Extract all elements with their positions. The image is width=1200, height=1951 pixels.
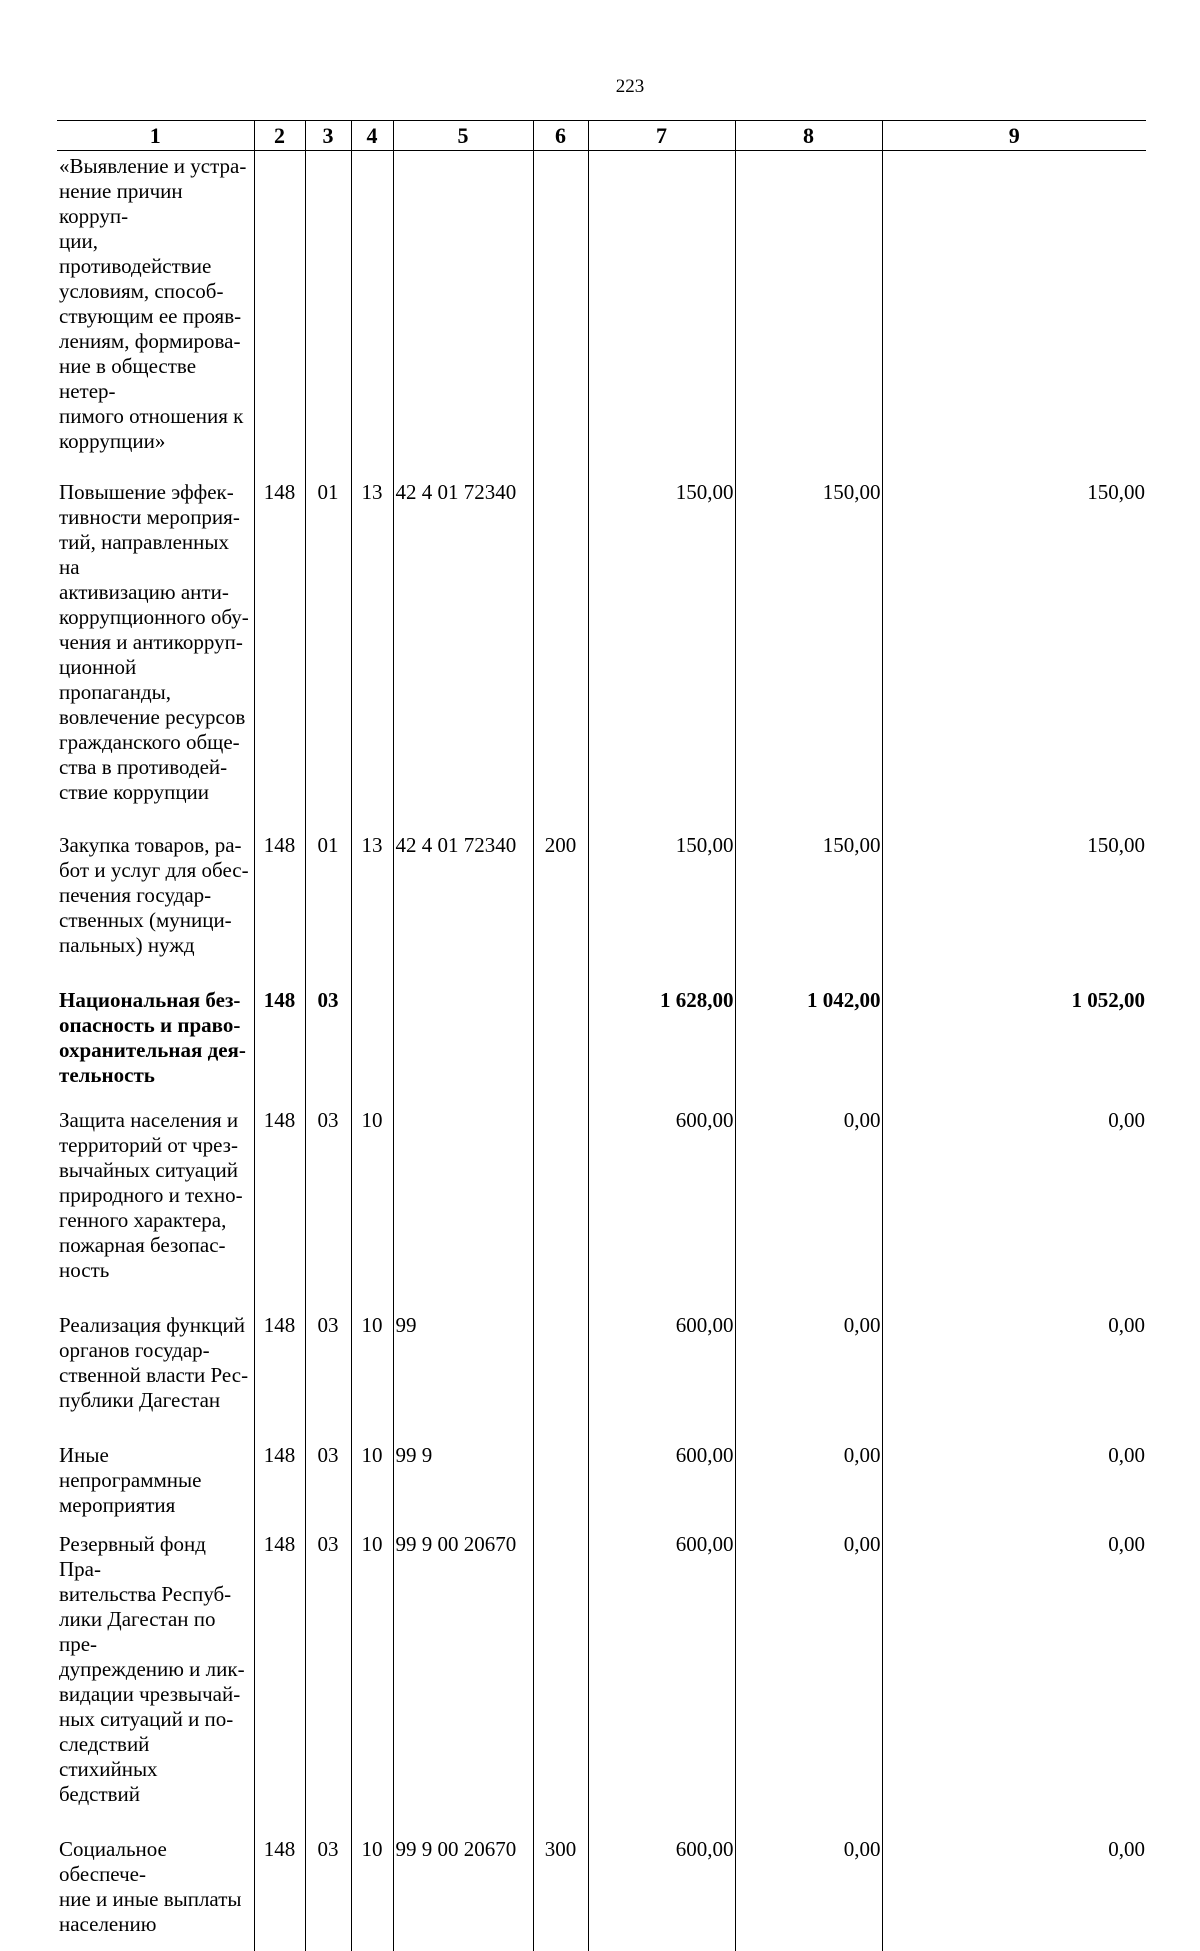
cell-target-article — [393, 151, 533, 473]
cell-amount-col8: 0,00 — [735, 1829, 882, 1951]
cell-amount-col9: 0,00 — [882, 1829, 1146, 1951]
cell-subsection: 10 — [351, 1524, 393, 1829]
row-name-cell: Национальная без- опасность и право- охранительная дея- тельность — [59, 988, 246, 1087]
table-row — [57, 825, 1146, 980]
cell-subsection — [351, 980, 393, 1100]
table-row — [57, 1829, 1146, 1951]
cell-section: 03 — [305, 1829, 351, 1951]
page-number: 223 — [615, 76, 645, 97]
cell-admin-code: 148 — [254, 1829, 305, 1951]
col-header-3: 3 — [305, 121, 351, 151]
cell-amount-col7: 600,00 — [588, 1829, 735, 1951]
table-row — [57, 1305, 1146, 1435]
cell-expense-type — [533, 472, 588, 825]
cell-amount-col9: 0,00 — [882, 1435, 1146, 1524]
cell-amount-col8 — [735, 151, 882, 473]
cell-amount-col7: 600,00 — [588, 1435, 735, 1524]
cell-amount-col9: 1 052,00 — [882, 980, 1146, 1100]
row-name-cell: Иные непрограммные мероприятия — [59, 1443, 202, 1517]
cell-amount-col8: 0,00 — [735, 1435, 882, 1524]
cell-amount-col7: 600,00 — [588, 1100, 735, 1305]
cell-amount-col9 — [882, 151, 1146, 473]
cell-target-article: 42 4 01 72340 — [393, 472, 533, 825]
cell-section: 03 — [305, 1524, 351, 1829]
cell-section: 03 — [305, 1305, 351, 1435]
cell-expense-type — [533, 151, 588, 473]
row-name-cell: Реализация функций органов государ- ственной власти Рес- публики Дагестан — [59, 1313, 249, 1412]
row-name-cell: «Выявление и устра- нение причин корруп- ции, противодействие условиям, способ- ствующим ее прояв- лениям, формирова- ние в обществе нетер- пимого отношения к коррупции» — [59, 154, 247, 453]
cell-admin-code — [254, 151, 305, 473]
cell-expense-type — [533, 1305, 588, 1435]
cell-amount-col8: 150,00 — [735, 472, 882, 825]
cell-amount-col9: 150,00 — [882, 825, 1146, 980]
cell-section: 03 — [305, 1435, 351, 1524]
cell-target-article — [393, 1100, 533, 1305]
cell-expense-type: 300 — [533, 1829, 588, 1951]
cell-section: 03 — [305, 980, 351, 1100]
cell-target-article: 99 9 00 20670 — [393, 1829, 533, 1951]
cell-subsection: 10 — [351, 1435, 393, 1524]
col-header-1: 1 — [57, 121, 254, 151]
col-header-5: 5 — [393, 121, 533, 151]
table-row — [57, 1524, 1146, 1829]
cell-section: 01 — [305, 825, 351, 980]
col-header-2: 2 — [254, 121, 305, 151]
cell-subsection: 10 — [351, 1305, 393, 1435]
cell-section — [305, 151, 351, 473]
table-row — [57, 980, 1146, 1100]
cell-target-article: 99 — [393, 1305, 533, 1435]
row-name-cell: Закупка товаров, ра- бот и услуг для обес- печения государ- ственных (муници- пальных) нужд — [59, 833, 249, 957]
row-name-cell: Повышение эффек- тивности мероприя- тий, направленных на активизацию анти- коррупционного обу- чения и антикорруп- ционной пропаганды, вовлечение ресурсов гражданского обще- ства в противодей- ствие коррупции — [59, 480, 249, 804]
cell-amount-col7: 150,00 — [588, 825, 735, 980]
cell-amount-col8: 0,00 — [735, 1524, 882, 1829]
cell-subsection: 13 — [351, 825, 393, 980]
cell-target-article: 99 9 — [393, 1435, 533, 1524]
cell-amount-col9: 150,00 — [882, 472, 1146, 825]
cell-admin-code: 148 — [254, 1524, 305, 1829]
cell-expense-type — [533, 1524, 588, 1829]
cell-amount-col9: 0,00 — [882, 1305, 1146, 1435]
cell-amount-col7: 1 628,00 — [588, 980, 735, 1100]
cell-amount-col7: 150,00 — [588, 472, 735, 825]
table-row — [57, 1435, 1146, 1524]
cell-subsection: 10 — [351, 1100, 393, 1305]
cell-expense-type — [533, 1100, 588, 1305]
cell-amount-col8: 0,00 — [735, 1100, 882, 1305]
cell-subsection — [351, 151, 393, 473]
col-header-6: 6 — [533, 121, 588, 151]
cell-section: 03 — [305, 1100, 351, 1305]
cell-section: 01 — [305, 472, 351, 825]
table-row — [57, 472, 1146, 825]
cell-expense-type — [533, 980, 588, 1100]
col-header-8: 8 — [735, 121, 882, 151]
cell-amount-col7: 600,00 — [588, 1524, 735, 1829]
row-name-cell: Социальное обеспече- ние и иные выплаты населению — [59, 1837, 242, 1936]
cell-admin-code: 148 — [254, 825, 305, 980]
row-name-cell: Резервный фонд Пра- вительства Респуб- лики Дагестан по пре- дупреждению и лик- видации чрезвычай- ных ситуаций и по- следствий стихийных бедствий — [59, 1532, 245, 1806]
col-header-4: 4 — [351, 121, 393, 151]
table-row — [57, 1100, 1146, 1305]
col-header-9: 9 — [882, 121, 1146, 151]
cell-admin-code: 148 — [254, 1435, 305, 1524]
header-row — [57, 121, 1146, 151]
cell-subsection: 13 — [351, 472, 393, 825]
budget-table — [57, 120, 1146, 1951]
cell-amount-col8: 1 042,00 — [735, 980, 882, 1100]
cell-amount-col7: 600,00 — [588, 1305, 735, 1435]
cell-admin-code: 148 — [254, 472, 305, 825]
cell-target-article — [393, 980, 533, 1100]
cell-amount-col9: 0,00 — [882, 1524, 1146, 1829]
cell-amount-col8: 150,00 — [735, 825, 882, 980]
cell-admin-code: 148 — [254, 980, 305, 1100]
cell-admin-code: 148 — [254, 1305, 305, 1435]
cell-target-article: 99 9 00 20670 — [393, 1524, 533, 1829]
row-name-cell: Защита населения и территорий от чрез- вычайных ситуаций природного и техно- генного характера, пожарная безопас- ность — [59, 1108, 243, 1282]
cell-subsection: 10 — [351, 1829, 393, 1951]
cell-amount-col7 — [588, 151, 735, 473]
col-header-7: 7 — [588, 121, 735, 151]
cell-amount-col8: 0,00 — [735, 1305, 882, 1435]
table-row — [57, 151, 1146, 473]
cell-amount-col9: 0,00 — [882, 1100, 1146, 1305]
cell-target-article: 42 4 01 72340 — [393, 825, 533, 980]
cell-admin-code: 148 — [254, 1100, 305, 1305]
cell-expense-type — [533, 1435, 588, 1524]
cell-expense-type: 200 — [533, 825, 588, 980]
